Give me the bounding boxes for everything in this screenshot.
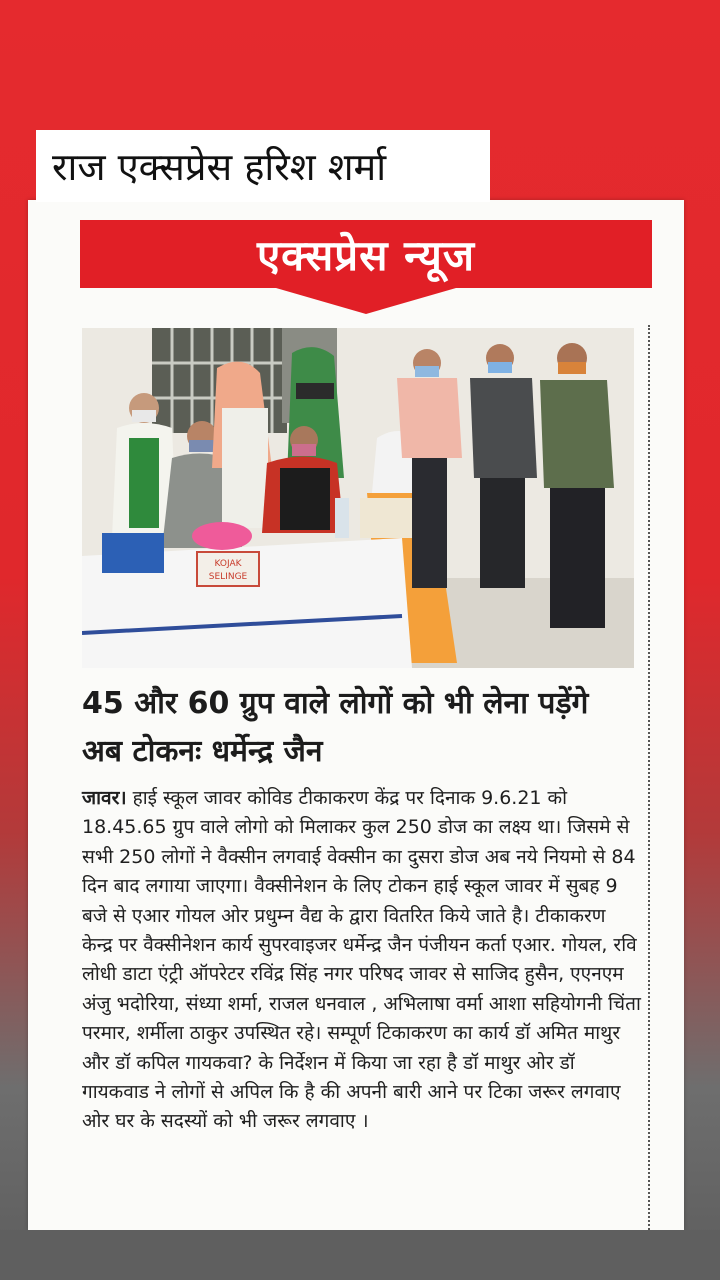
headline	[82, 680, 642, 776]
article-text: हाई स्कूल जावर कोविड टीकाकरण केंद्र पर दिनाक 9.6.21 को 18.45.65 ग्रुप वाले लोगो को मिलाकर कुल 250 डोज का लक्ष्य था। जिसमे से सभी 250 लोगों ने वैक्सीन लगवाई वेक्सीन का दुसरा डोज अब नये नियमो से 84 दिन बाद लगाया जाएगा। वैक्सीनेशन के लिए टोकन हाई स्कूल जावर में सुबह 9 बजे से एआर गोयल ओर प्रधुम्न वैद्य के द्वारा वितरित किये जाते है। टीकाकरण केन्द्र पर वैक्सीनेशन कार्य सुपरवाइजर धर्मेन्द्र जैन पंजीयन कर्ता एआर. गोयल, रवि लोधी डाटा एंट्री ऑपरेटर रविंद्र सिंह नगर परिषद जावर से साजिद हुसैन, एएनएम अंजु भदोरिया, संध्या शर्मा, राजल धनवाल , अभिलाषा वर्मा आशा सहियोगनी चिंता परमार, शर्मीला ठाकुर उपस्थित रहे। सम्पूर्ण टिकाकरण का कार्य डॉ अमित माथुर और डॉ कपिल गायकवा? के निर्देशन में किया जा रहा है डॉ माथुर ओर डॉ गायकवाड ने लोगों से अपिल कि है की अपनी बारी आने पर टिका जरूर लगवाए ओर घर के सदस्यों को भी जरूर लगवाए ।	[82, 787, 641, 1133]
headline-line-1: 45 और 60 ग्रुप वाले लोगों को भी लेना पड़ेंगे	[82, 686, 589, 721]
byline-caption	[36, 130, 490, 202]
dateline: जावर।	[82, 787, 127, 809]
article-body	[82, 784, 642, 1137]
headline-line-2: अब टोकनः धर्मेन्द्र जैन	[82, 734, 323, 769]
section-banner	[80, 220, 652, 288]
syringe-box-label-2: SELINGE	[208, 572, 248, 582]
column-divider	[648, 325, 650, 1230]
news-photo	[82, 328, 634, 668]
syringe-box-label-1: KOJAK	[214, 559, 242, 569]
banner-title: एक्सप्रेस न्यूज	[256, 230, 476, 280]
byline-text: राज एक्सप्रेस हरिश शर्मा	[52, 145, 387, 189]
newspaper-clipping	[28, 200, 684, 1230]
bottom-strip	[0, 1230, 720, 1280]
